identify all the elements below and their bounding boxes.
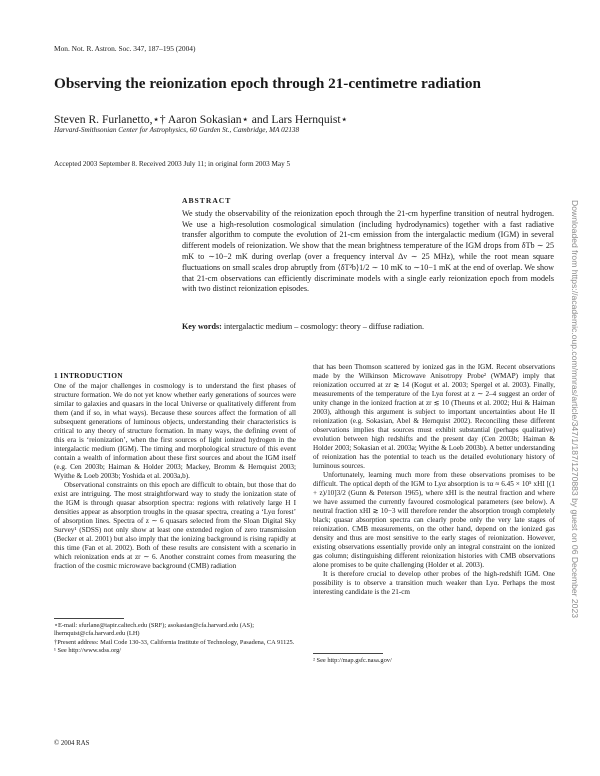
footnote-email: ⋆E-mail: sfurlane@tapir.caltech.edu (SRF); asokasian@cfa.harvard.edu (AS); lhernquist@cfa.harvard.edu (LH) — [54, 622, 254, 638]
body-column-left — [54, 382, 296, 571]
footnote-rule — [54, 618, 124, 619]
keywords-label: Key words: — [182, 322, 222, 331]
abstract-heading: ABSTRACT — [182, 196, 232, 205]
body-column-right — [313, 363, 555, 597]
footnote-address: †Present address: Mail Code 130-33, California Institute of Technology, Pasadena, CA 91125. — [54, 638, 295, 646]
footnotes-left — [54, 622, 296, 656]
paragraph: that has been Thomson scattered by ionized gas in the IGM. Recent observations made by the Wilkinson Microwave Anisotropy Probe² (WMAP) imply that reionization occurred at zr ≳ 14 (Kogut et al. 2003; Spergel et al. 2003). Finally, measurements of the temperature of the Lyα forest at z ∼ 2–4 suggest an order of unity change in the ionized fraction at zr ≲ 10 (Theuns et al. 2002; Hui & Haiman 2003), although this argument is subject to important uncertainties about He II reionization (e.g. Sokasian, Abel & Hernquist 2002). Reconciling these different observations implies that sources must exhibit substantial (perhaps qualitative) evolution between high redshifts and the present day (Cen 2003b; Haiman & Holder 2003; Sokasian et al. 2003a; Wyithe & Loeb 2003b). A better understanding of reionization has the potential to teach us the detailed evolutionary history of luminous sources. — [313, 363, 555, 470]
abstract — [182, 196, 554, 295]
abstract-text: We study the observability of the reionization epoch through the 21-cm hyperfine transition of neutral hydrogen. We use a high-resolution cosmological simulation (including hydrodynamics) together with a fast radiative transfer algorithm to compute the evolution of 21-cm emission from the intergalactic medium (IGM) in several different models of reionization. We show that the mean brightness temperature of the IGM drops from δTb ∼ 25 mK to ∼10−2 mK during overlap (over a frequency interval Δν ∼ 25 MHz), while the root mean square fluctuations on small scales drop abruptly from ⟨δT²b⟩1/2 ∼ 10 mK to ∼10−1 mK at the end of overlap. We show that 21-cm observations can efficiently discriminate models with a single early reionization epoch from models with two distinct reionization episodes. — [182, 208, 554, 294]
journal-citation: Mon. Not. R. Astron. Soc. 347, 187–195 (2004) — [54, 44, 196, 53]
keywords-text: intergalactic medium – cosmology: theory – diffuse radiation. — [223, 322, 425, 331]
footnote-url: ¹ See http://www.sdss.org/ — [54, 647, 122, 655]
paragraph: It is therefore crucial to develop other probes of the high-redshift IGM. One possibility is to observe a transition much weaker than Lyα. Perhaps the most interesting candidate is the 21-cm — [313, 570, 555, 596]
paragraph: One of the major challenges in cosmology is to understand the first phases of structure formation. We do not yet know whether early generations of sources were similar to galaxies and quasars in the local Universe or qualitatively different from them (and if so, in what ways). Because these sources affect the formation of all subsequent generations of luminous objects, understanding their characteristics is critical to any theory of structure formation. In many ways, the defining event of this era is ‘reionization’, when the first sources of light ionized hydrogen in the intergalactic medium (IGM). The timing and morphological structure of this event contain a wealth of information about these first sources and about the IGM itself (e.g. Cen 2003b; Haiman & Holder 2003; Mackey, Bromm & Hernquist 2003; Wyithe & Loeb 2003b; Yoshida et al. 2003a,b). — [54, 382, 296, 480]
copyright: © 2004 RAS — [54, 740, 90, 747]
paragraph: Unfortunately, learning much more from these observations promises to be difficult. The optical depth of the IGM to Lyα absorption is τα ≈ 6.45 × 10⁵ xHI [(1 + z)/10]3/2 (Gunn & Peterson 1965), where xHI is the neutral fraction and where we have assumed the currently favoured cosmological parameters (see below). A neutral fraction xHI ≳ 10−3 will therefore render the absorption trough completely black; quasar absorption spectra can clearly probe only the very late stages of reionization. CMB measurements, on the other hand, depend on the ionized gas density and thus are most sensitive to the early stages of reionization. However, existing observations essentially provide only an integral constraint on the ionized gas column; distinguishing different reionization histories with CMB observations alone promises to be quite challenging (Holder et al. 2003). — [313, 471, 555, 569]
section-heading: 1 INTRODUCTION — [54, 371, 123, 380]
footnote-rule — [313, 653, 383, 654]
author-list: Steven R. Furlanetto,⋆† Aaron Sokasian⋆ and Lars Hernquist⋆ — [54, 113, 348, 126]
keywords — [182, 322, 554, 331]
paragraph: Observational constraints on this epoch are difficult to obtain, but those that do exist are intriguing. The most straightforward way to study the ionization state of the IGM is through quasar absorption spectra: regions with relatively large H I densities appear as absorption troughs in the quasar spectra, creating a ‘Lyα forest’ of absorption lines. Spectra of z ∼ 6 quasars selected from the Sloan Digital Sky Survey¹ (SDSS) not only show at least one extended region of zero transmission (Becker et al. 2001) but also imply that the ionizing background is rising rapidly at this time (Fan et al. 2002). Both of these results are consistent with a scenario in which reionization ends at zr ∼ 6. Another constraint comes from measuring the fraction of the cosmic microwave background (CMB) radiation — [54, 481, 296, 570]
footnote-right: ² See http://map.gsfc.nasa.gov/ — [313, 657, 392, 664]
submission-dates: Accepted 2003 September 8. Received 2003 July 11; in original form 2003 May 5 — [54, 160, 291, 168]
paper-title: Observing the reionization epoch through 21-centimetre radiation — [54, 75, 481, 92]
affiliation: Harvard-Smithsonian Center for Astrophysics, 60 Garden St., Cambridge, MA 02138 — [54, 126, 300, 134]
download-watermark: Downloaded from https://academic.oup.com/mnras/article/347/1/187/1270883 by guest on 06 December 2023 — [570, 200, 580, 619]
